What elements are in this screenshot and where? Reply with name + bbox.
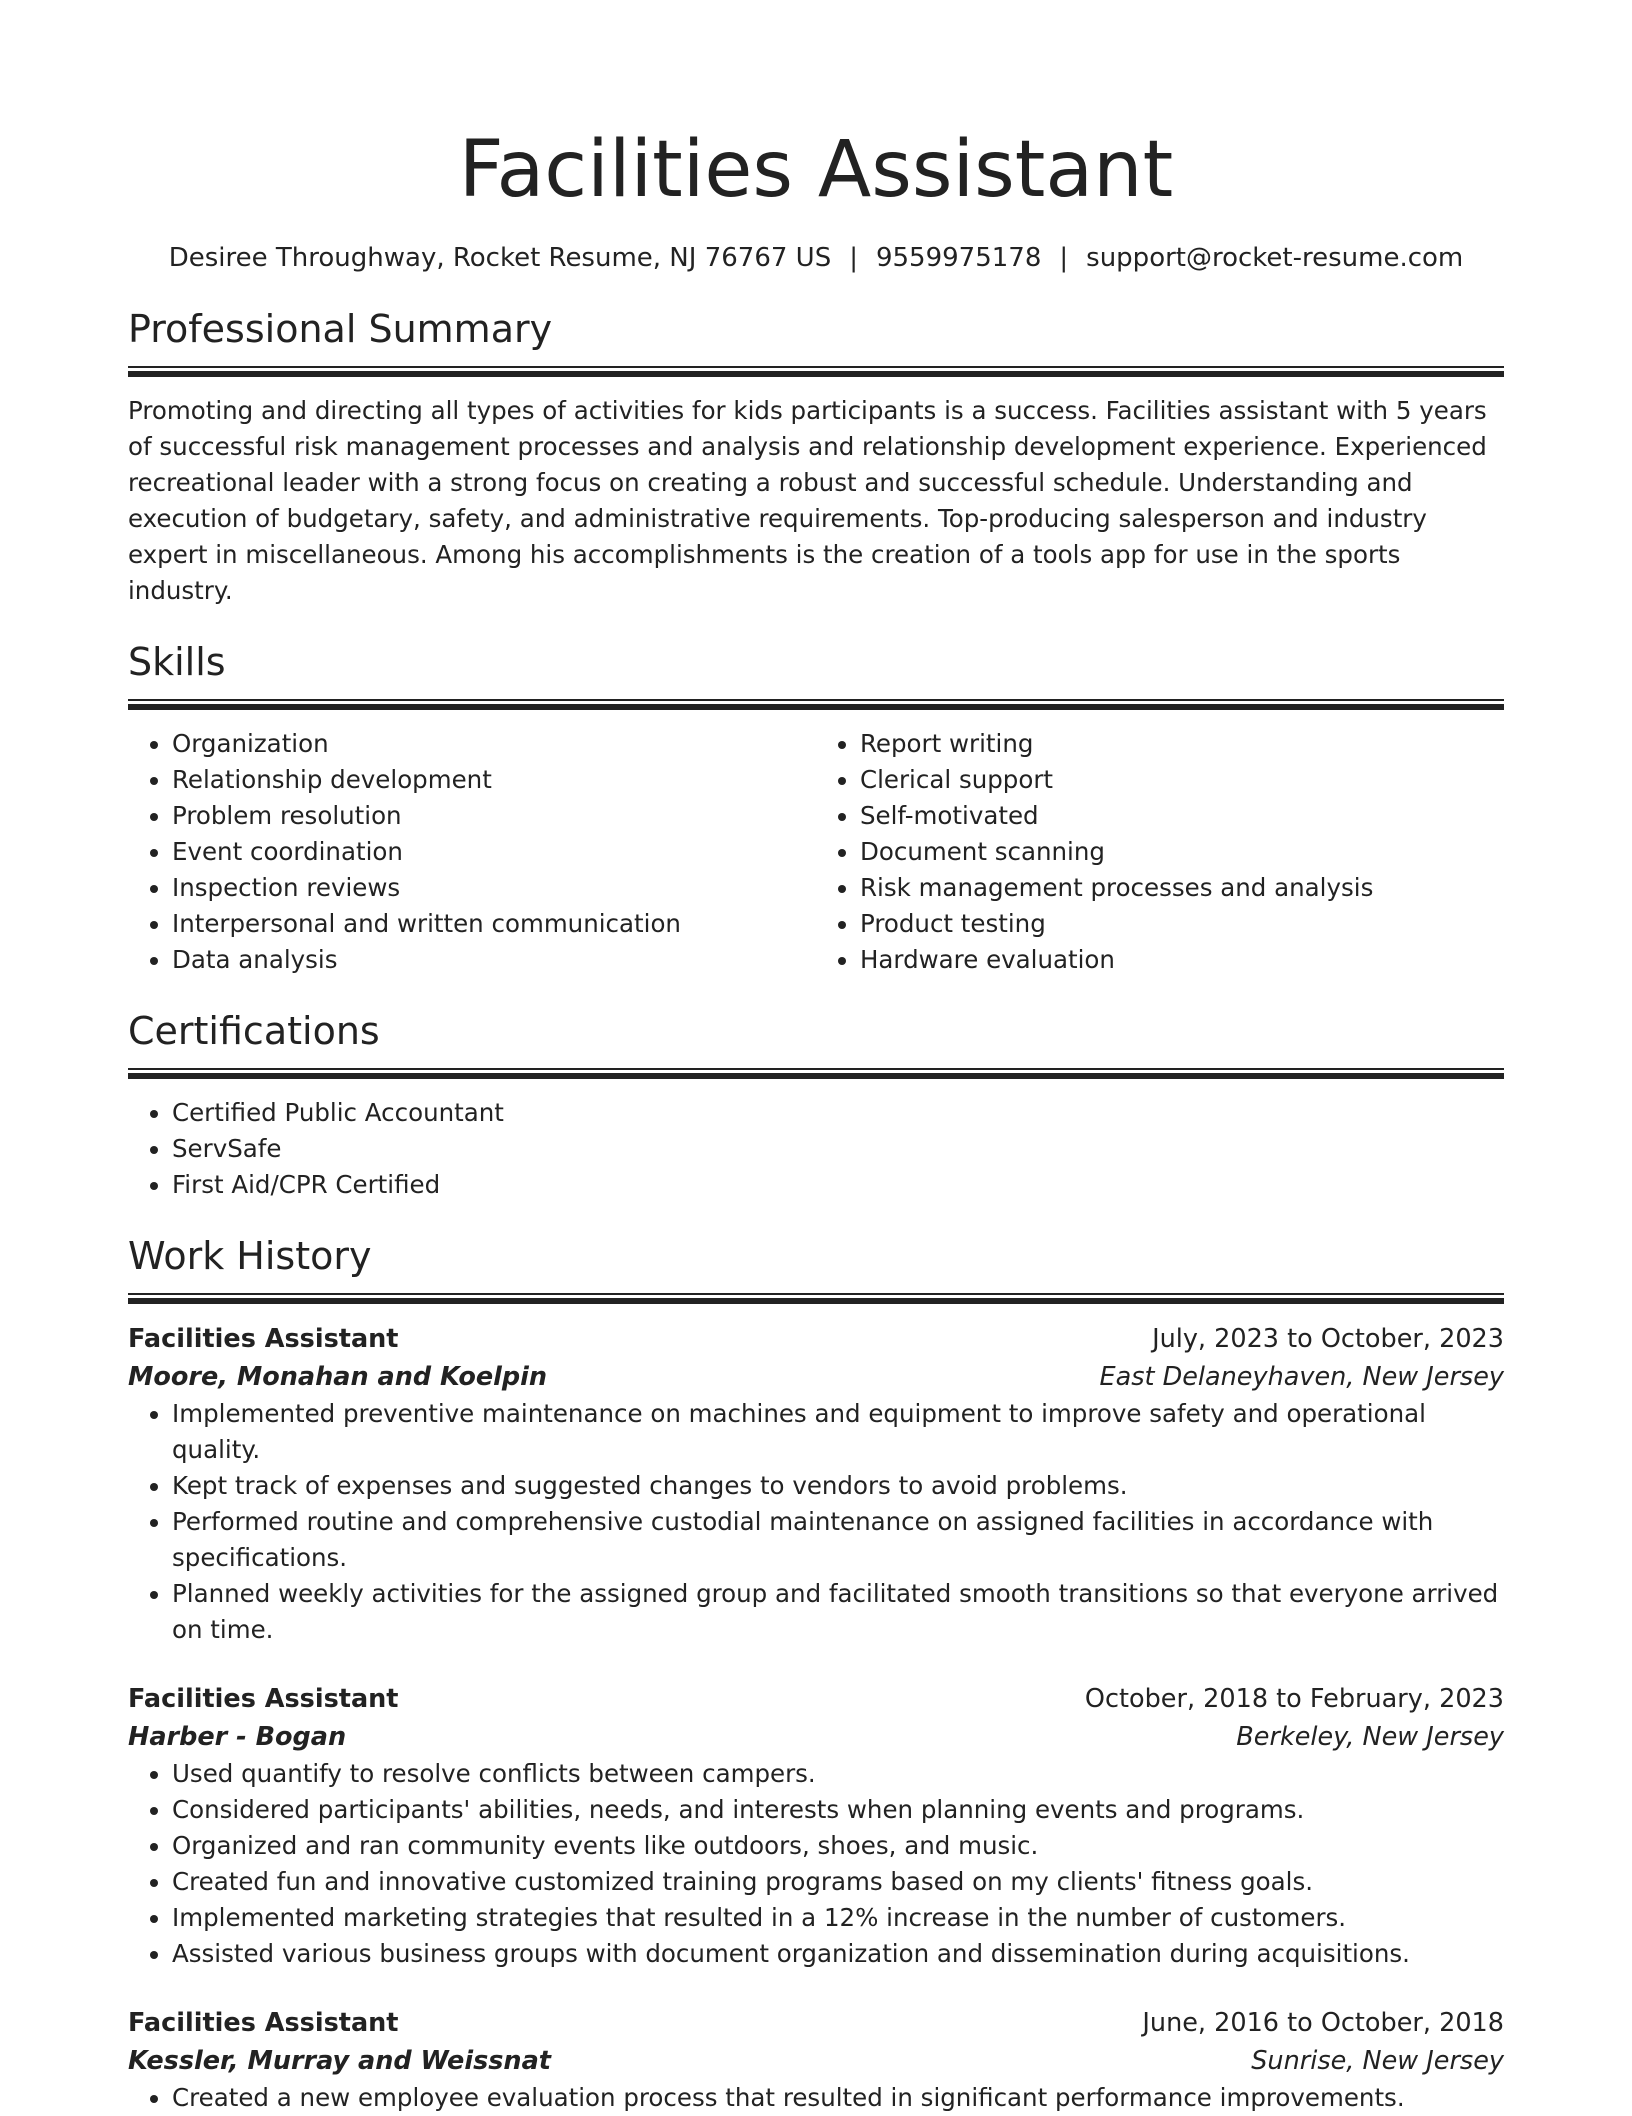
contact-line <box>128 240 1504 276</box>
job-location: East Delaneyhaven, New Jersey <box>1099 1362 1504 1392</box>
skills-section <box>128 637 1504 978</box>
resume-title: Facilities Assistant <box>458 125 1174 215</box>
job-location: Berkeley, New Jersey <box>1236 1722 1504 1752</box>
list-item: • Self-motivated <box>860 798 1504 834</box>
contact-separator: | <box>849 243 858 273</box>
section-heading: Professional Summary <box>128 307 553 351</box>
list-item: • Organized and ran community events like outdoors, shoes, and music. <box>172 1828 1504 1864</box>
list-item: • Relationship development <box>172 762 816 798</box>
job-dates: October, 2018 to February, 2023 <box>1084 1684 1504 1714</box>
list-item: • Hardware evaluation <box>860 942 1504 978</box>
list-item: • Kept track of expenses and suggested changes to vendors to avoid problems. <box>172 1468 1504 1504</box>
section-divider <box>128 1293 1504 1304</box>
contact-separator: | <box>1059 243 1069 273</box>
job-dates: July, 2023 to October, 2023 <box>1152 1324 1504 1354</box>
job-company-row <box>128 1358 1504 1396</box>
certifications-list <box>128 1095 1504 1203</box>
summary-text: Promoting and directing all types of activities for kids participants is a success. Facilities assistant with 5 years of successful risk management processes and analysis and relationship development experience. Experienced recreational leader with a strong focus on creating a robust and successful schedule. Understanding and execution of budgetary, safety, and administrative requirements. Top-producing salesperson and industry expert in miscellaneous. Among his accomplishments is the creation of a tools app for use in the sports industry. <box>128 396 1487 605</box>
list-item: • Used quantify to resolve conflicts between campers. <box>172 1756 1504 1792</box>
contact-email: support@rocket-resume.com <box>1086 243 1464 273</box>
list-item: • Implemented preventive maintenance on machines and equipment to improve safety and operational quality. <box>172 1396 1504 1468</box>
list-item: • Created a new employee evaluation process that resulted in significant performance improvements. <box>172 2080 1504 2116</box>
contact-address: Desiree Throughway, Rocket Resume, NJ 76767 US <box>168 243 832 273</box>
skills-list-left <box>128 726 816 978</box>
list-item: • First Aid/CPR Certified <box>172 1167 1504 1203</box>
list-item: • Risk management processes and analysis <box>860 870 1504 906</box>
job-header-row <box>128 2004 1504 2042</box>
list-item: • Report writing <box>860 726 1504 762</box>
job-company: Kessler, Murray and Weissnat <box>128 2046 551 2076</box>
list-item: • Inspection reviews <box>172 870 816 906</box>
list-item: • Interpersonal and written communication <box>172 906 816 942</box>
job-entry <box>128 2004 1504 2116</box>
list-item: • Considered participants' abilities, needs, and interests when planning events and programs. <box>172 1792 1504 1828</box>
work-history-section <box>128 1231 1504 2116</box>
section-heading: Certifications <box>128 1009 380 1053</box>
job-entry <box>128 1320 1504 1648</box>
certifications-section <box>128 1006 1504 1203</box>
job-company-row <box>128 2042 1504 2080</box>
list-item: • Performed routine and comprehensive custodial maintenance on assigned facilities in accordance with specifications. <box>172 1504 1504 1576</box>
list-item: • Event coordination <box>172 834 816 870</box>
list-item: • Product testing <box>860 906 1504 942</box>
contact-phone: 9559975178 <box>875 243 1042 273</box>
list-item: • Data analysis <box>172 942 816 978</box>
job-title: Facilities Assistant <box>128 2008 399 2038</box>
job-location: Sunrise, New Jersey <box>1251 2046 1504 2076</box>
job-header-row <box>128 1320 1504 1358</box>
list-item: • Document scanning <box>860 834 1504 870</box>
list-item: • Assisted various business groups with document organization and dissemination during acquisitions. <box>172 1936 1504 1972</box>
list-item: • Implemented marketing strategies that resulted in a 12% increase in the number of customers. <box>172 1900 1504 1936</box>
job-bullets <box>128 2080 1504 2116</box>
list-item: • Organization <box>172 726 816 762</box>
section-divider <box>128 366 1504 377</box>
skills-grid <box>128 726 1504 978</box>
summary-section <box>128 304 1504 609</box>
section-divider <box>128 699 1504 710</box>
section-heading: Work History <box>128 1234 372 1278</box>
list-item: • Created fun and innovative customized training programs based on my clients' fitness goals. <box>172 1864 1504 1900</box>
list-item: • Certified Public Accountant <box>172 1095 1504 1131</box>
job-dates: June, 2016 to October, 2018 <box>1142 2008 1504 2038</box>
job-title: Facilities Assistant <box>128 1324 399 1354</box>
job-entry <box>128 1680 1504 1972</box>
job-company-row <box>128 1718 1504 1756</box>
list-item: • ServSafe <box>172 1131 1504 1167</box>
list-item: • Problem resolution <box>172 798 816 834</box>
section-heading: Skills <box>128 640 226 684</box>
skills-list-right <box>816 726 1504 978</box>
job-header-row <box>128 1680 1504 1718</box>
job-company: Moore, Monahan and Koelpin <box>128 1362 548 1392</box>
job-bullets <box>128 1396 1504 1648</box>
job-title: Facilities Assistant <box>128 1684 399 1714</box>
section-divider <box>128 1068 1504 1079</box>
list-item: • Planned weekly activities for the assigned group and facilitated smooth transitions so that everyone arrived on time. <box>172 1576 1504 1648</box>
list-item: • Clerical support <box>860 762 1504 798</box>
job-bullets <box>128 1756 1504 1972</box>
job-company: Harber - Bogan <box>128 1722 347 1752</box>
